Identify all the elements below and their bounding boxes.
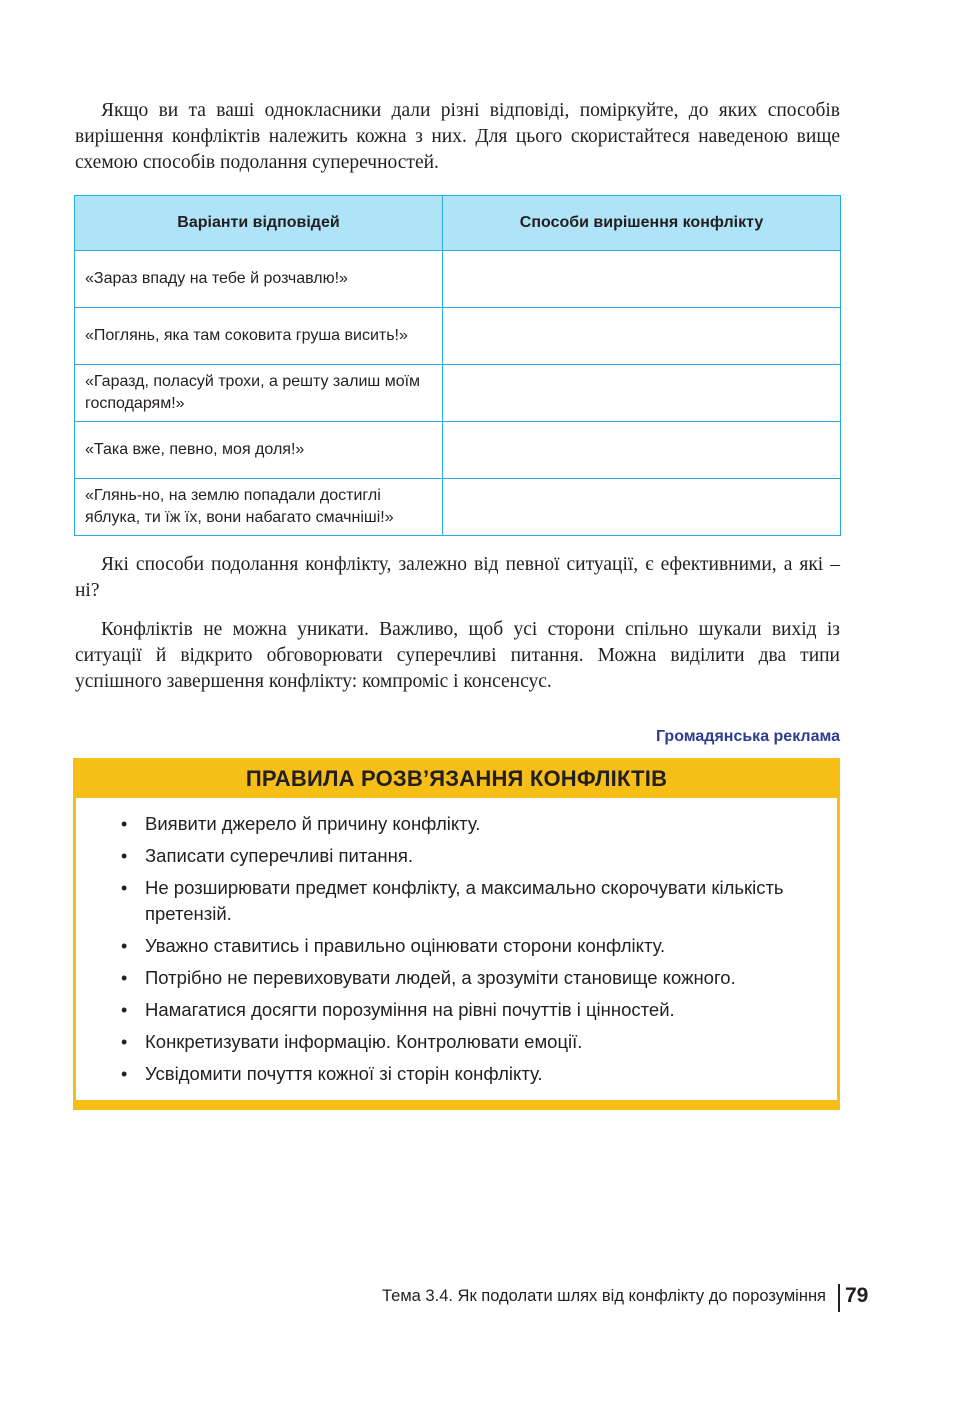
- rule-text: Не розширювати предмет конфлікту, а максимально скорочувати кількість претензій.: [145, 877, 784, 924]
- method-cell[interactable]: [443, 308, 841, 365]
- table-row: [75, 251, 841, 308]
- rule-text: Потрібно не перевиховувати людей, а зрозуміти становище кожного.: [145, 967, 736, 988]
- list-item: [116, 875, 816, 927]
- intro-paragraph: Якщо ви та ваші однокласники дали різні відповіді, поміркуйте, до яких способів вирішення конфліктів належить кожна з них. Для цього скористайтеся наведеною вище схемою способів подолання суперечностей.: [75, 100, 840, 173]
- rule-text: Конкретизувати інформацію. Контролювати емоції.: [145, 1031, 583, 1052]
- rules-list: [116, 811, 816, 1093]
- question-paragraph: Які способи подолання конфлікту, залежно від певної ситуації, є ефективними, а які – ні?: [75, 554, 840, 601]
- table-row: [75, 422, 841, 479]
- conflict-paragraph: Конфліктів не можна уникати. Важливо, щоб усі сторони спільно шукали вихід із ситуації й відкрито обговорювати суперечливі питання. Можна виділити два типи успішного завершення конфлікту: компроміс і консенсус.: [75, 619, 840, 692]
- answer-cell: «Гаразд, поласуй трохи, а решту залиш моїм господарям!»: [75, 365, 443, 422]
- rules-title: ПРАВИЛА РОЗВ’ЯЗАННЯ КОНФЛІКТІВ: [73, 758, 840, 798]
- promo-label: Громадянська реклама: [655, 728, 840, 745]
- rule-text: Намагатися досягти порозуміння на рівні почуттів і цінностей.: [145, 999, 675, 1020]
- answer-cell: «Глянь-но, на землю попадали достиглі яблука, ти їж їх, вони набагато смачніші!»: [75, 479, 443, 536]
- answer-cell: «Поглянь, яка там соковита груша висить!»: [75, 308, 443, 365]
- bullet-icon: •: [121, 968, 128, 988]
- table-row: [75, 479, 841, 536]
- method-cell[interactable]: [443, 365, 841, 422]
- rule-text: Усвідомити почуття кожної зі сторін конфлікту.: [145, 1063, 543, 1084]
- header-answer-options: Варіанти відповідей: [75, 196, 443, 251]
- footer-divider: [838, 1284, 840, 1312]
- bullet-icon: •: [121, 1000, 128, 1020]
- table-row: [75, 365, 841, 422]
- rule-text: Записати суперечливі питання.: [145, 845, 414, 866]
- method-cell[interactable]: [443, 422, 841, 479]
- bullet-icon: •: [121, 1032, 128, 1052]
- bullet-icon: •: [121, 878, 128, 898]
- table-header-row: [75, 196, 841, 251]
- table-row: [75, 308, 841, 365]
- rule-text: Виявити джерело й причину конфлікту.: [145, 813, 481, 834]
- list-item: [116, 843, 816, 869]
- answers-table: [74, 195, 841, 536]
- answer-cell: «Зараз впаду на тебе й розчавлю!»: [75, 251, 443, 308]
- list-item: [116, 997, 816, 1023]
- list-item: [116, 933, 816, 959]
- list-item: [116, 1061, 816, 1087]
- rules-footer-bar: [73, 1100, 840, 1110]
- bullet-icon: •: [121, 846, 128, 866]
- bullet-icon: •: [121, 814, 128, 834]
- rule-text: Уважно ставитись і правильно оцінювати сторони конфлікту.: [145, 935, 666, 956]
- answer-cell: «Така вже, певно, моя доля!»: [75, 422, 443, 479]
- page-number: 79: [845, 1284, 869, 1307]
- method-cell[interactable]: [443, 251, 841, 308]
- method-cell[interactable]: [443, 479, 841, 536]
- header-resolution-methods: Способи вирішення конфлікту: [443, 196, 841, 251]
- bullet-icon: •: [121, 936, 128, 956]
- footer-topic: Тема 3.4. Як подолати шлях від конфлікту до порозуміння: [382, 1287, 826, 1305]
- rules-box: [73, 758, 840, 1110]
- list-item: [116, 811, 816, 837]
- bullet-icon: •: [121, 1064, 128, 1084]
- list-item: [116, 965, 816, 991]
- list-item: [116, 1029, 816, 1055]
